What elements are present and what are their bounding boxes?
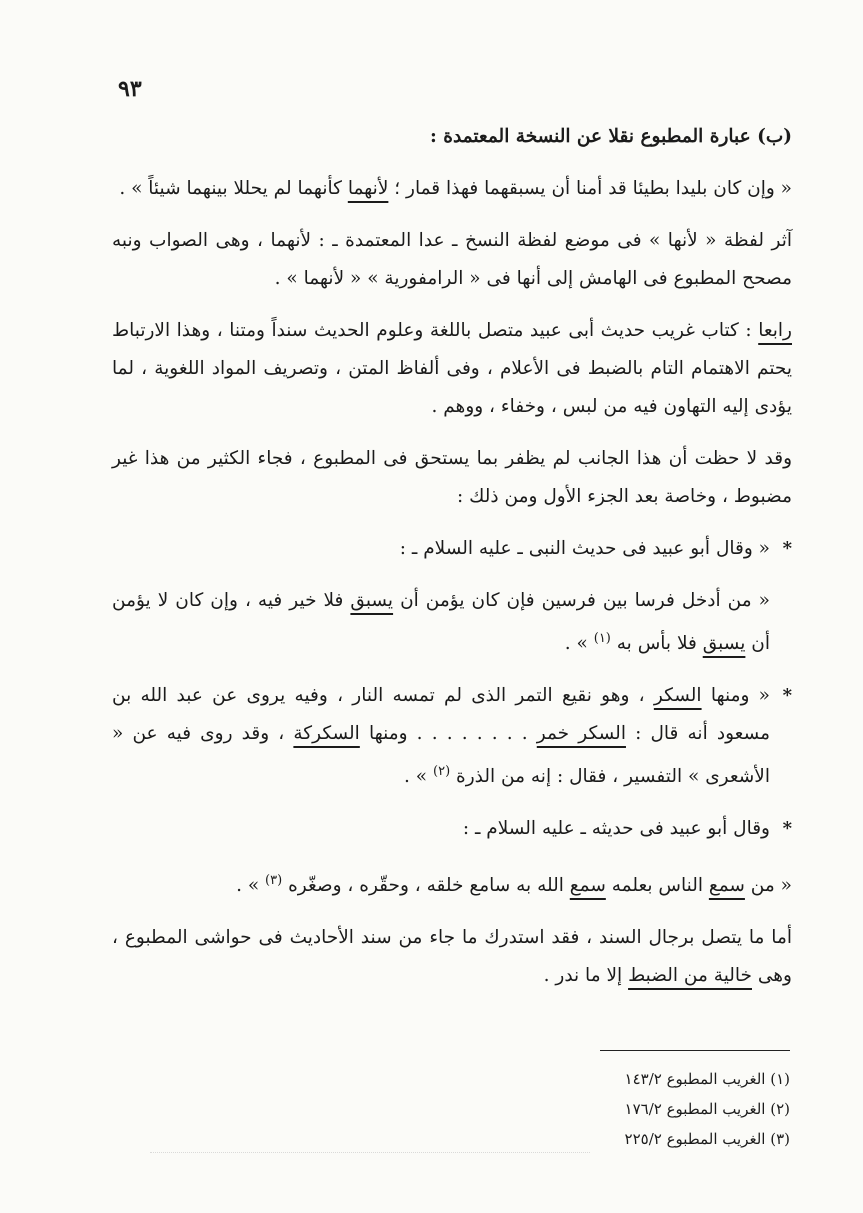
- footnote-ref: (١): [593, 631, 611, 646]
- footnote-2: (٢) الغريب المطبوع ١٧٦/٢: [624, 1100, 790, 1118]
- note-paragraph: آثر لفظة « لأنها » فى موضع لفظة النسخ ـ عدا المعتمدة ـ : لأنهما ، وهى الصواب ونبه مصحح المطبوع فى الهامش إلى أنها فى « الرامفورية » « لأنهما » .: [112, 230, 792, 289]
- bullet-3-quote: « من سمع الناس بعلمه سمع الله به سامع خلقه ، وحقّره ، وصغّره $^{(٣)}$ » .: [236, 873, 792, 897]
- page-number: ٩٣: [118, 76, 142, 102]
- bullet-1-intro: * « وقال أبو عبيد فى حديث النبى ـ عليه السلام ـ :: [112, 530, 792, 568]
- underlined-word: سمع: [708, 875, 745, 897]
- footnote-1: (١) الغريب المطبوع ١٤٣/٢: [624, 1070, 790, 1088]
- page-body: [112, 118, 792, 1009]
- rabian-label: رابعا: [758, 320, 792, 341]
- footnote-divider: [600, 1050, 790, 1051]
- bullet-2: * « ومنها السكر ، وهو نقيع التمر الذى لم تمسه النار ، وفيه يروى عن عبد الله بن مسعود أنه قال : السكر خمر . . . . . . . . ومنها السكركة ، وقد روى فيه عن « الأشعرى » التفسير ، فقال : إنه من الذرة $^{(٢)}$ » .: [112, 677, 792, 796]
- underlined-word: السكر: [653, 685, 702, 707]
- underlined-word: لأنهما: [347, 178, 389, 199]
- quote-1: « وإن كان بليدا بطيئا قد أمنا أن يسبقهما فهذا قمار ؛ لأنهما كأنهما لم يحللا بينهما شيئاً » .: [119, 178, 792, 199]
- scan-artifact: [150, 1132, 590, 1153]
- underlined-phrase: خالية من الضبط: [628, 965, 752, 987]
- rabian-paragraph: رابعا : كتاب غريب حديث أبى عبيد متصل باللغة وعلوم الحديث سنداً ومتنا ، وهذا الارتباط يحتم الاهتمام التام بالضبط فى الأعلام ، وفى ألفاظ المتن ، وتصريف المواد اللغوية ، لما يؤدى إليه التهاون فيه من لبس ، وخفاء ، ووهم .: [112, 320, 792, 417]
- underlined-word: سمع: [569, 875, 606, 897]
- observation-paragraph: وقد لا حظت أن هذا الجانب لم يظفر بما يستحق فى المطبوع ، فجاء الكثير من هذا غير مضبوط ، وخاصة بعد الجزء الأول ومن ذلك :: [112, 448, 792, 507]
- footnote-3: (٣) الغريب المطبوع ٢٢٥/٢: [624, 1130, 790, 1148]
- footnote-ref: (٣): [265, 873, 283, 889]
- underlined-word: السكركة: [293, 723, 360, 745]
- closing-paragraph: أما ما يتصل برجال السند ، فقد استدرك ما جاء من سند الأحاديث فى حواشى المطبوع ، وهى خالية من الضبط إلا ما ندر .: [112, 927, 792, 987]
- bullet-1-quote: « من أدخل فرسا بين فرسين فإن كان يؤمن أن يسبق فلا خير فيه ، وإن كان لا يؤمن أن يسبق فلا بأس به $^{(١)}$ » .: [112, 590, 770, 655]
- underlined-word: يسبق: [702, 633, 746, 655]
- underlined-word: السكر خمر: [536, 723, 626, 745]
- bullet-3-intro: * وقال أبو عبيد فى حديثه ـ عليه السلام ـ :: [112, 810, 792, 848]
- section-heading-b: (ب) عبارة المطبوع نقلا عن النسخة المعتمدة :: [429, 126, 792, 147]
- underlined-word: يسبق: [350, 590, 394, 611]
- footnote-ref: (٢): [433, 764, 451, 780]
